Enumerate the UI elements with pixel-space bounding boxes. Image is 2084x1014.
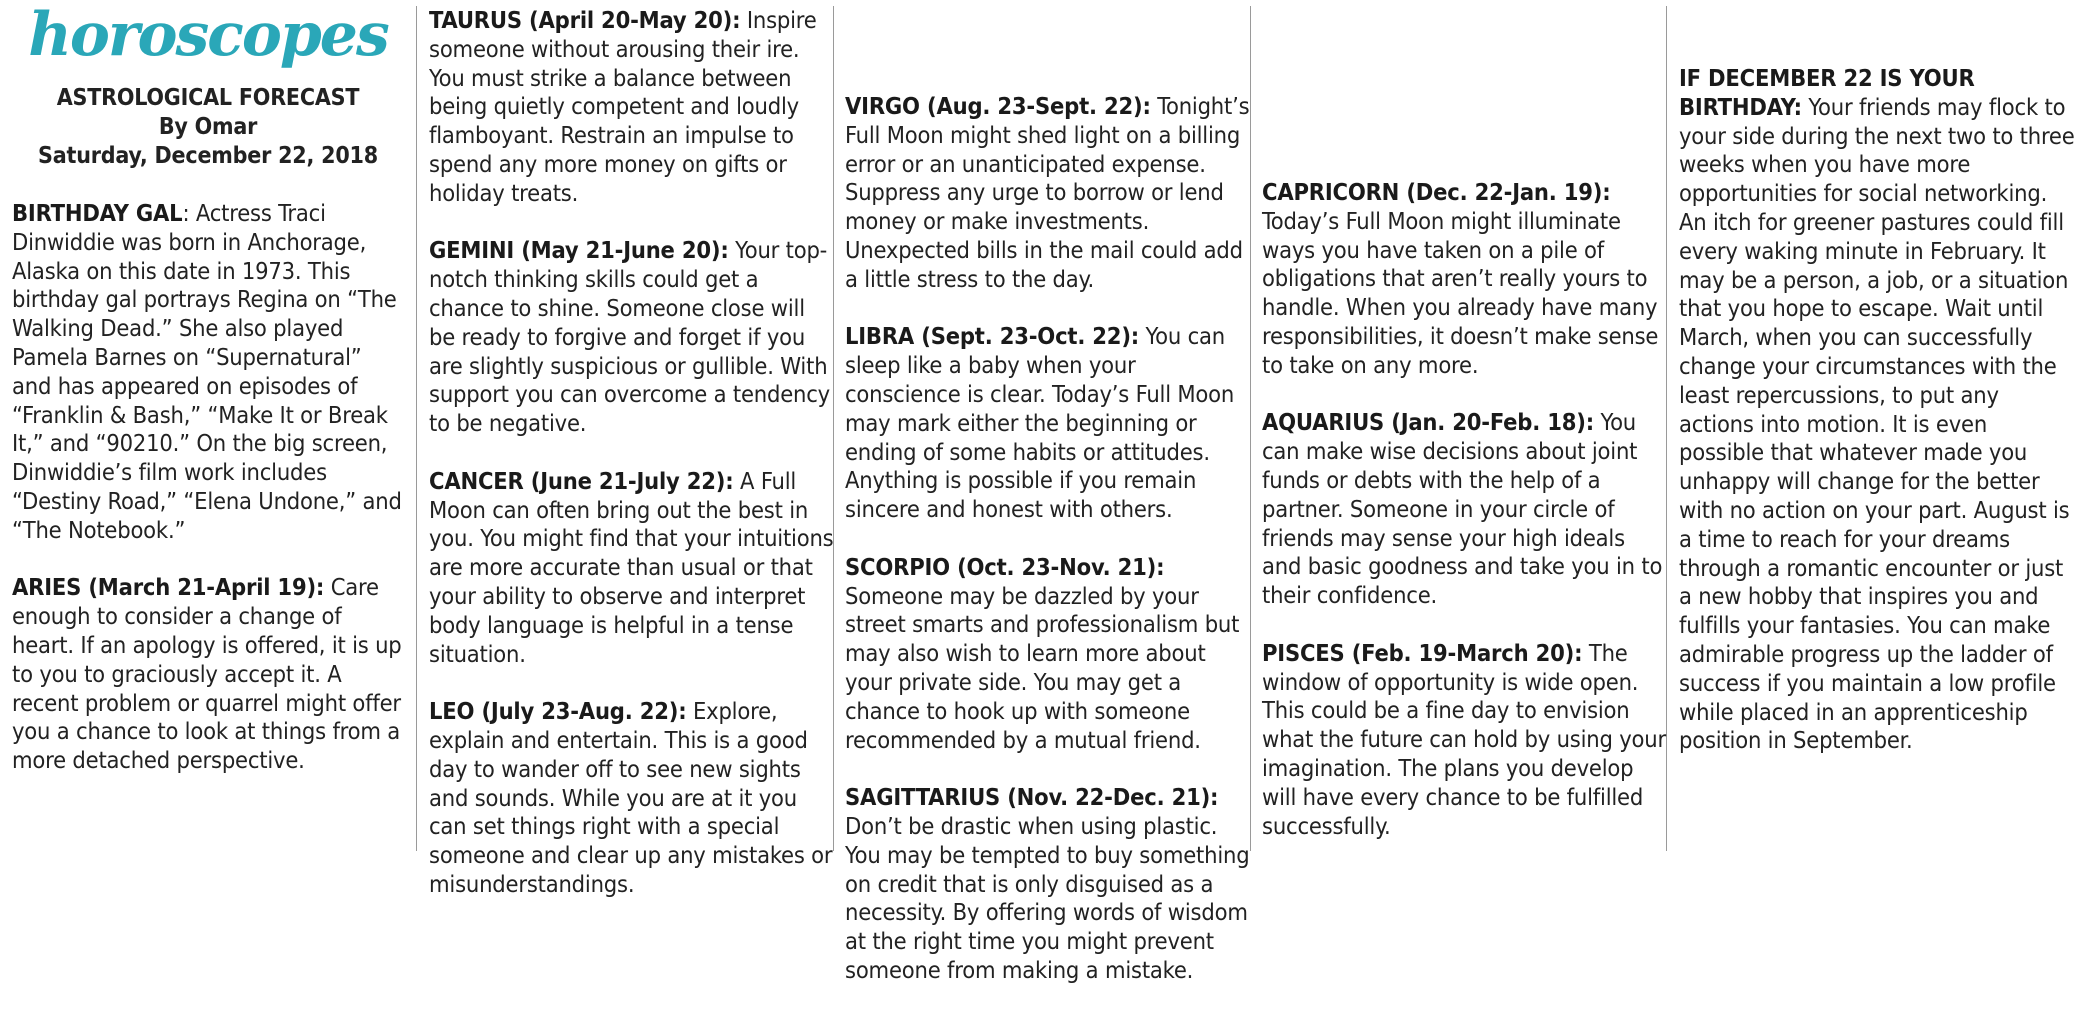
aries-entry — [12, 573, 404, 775]
entry-text: Explore, explain and entertain. This is a good day to wander off to see new sights and sounds. While you are at it you can set things right with a special someone and clear up any mistakes or misunderstandings. — [429, 697, 833, 898]
entry-label: SAGITTARIUS (Nov. 22-Dec. 21): — [845, 783, 1219, 812]
aquarius-entry — [1262, 408, 1670, 610]
entry-text: Someone may be dazzled by your street smarts and professionalism but may also wish to learn more about your private side. You may get a chance to hook up with someone recommended by a mutual friend. — [845, 581, 1240, 754]
birthday-gal-entry — [12, 199, 404, 545]
entry-label: CAPRICORN (Dec. 22-Jan. 19): — [1262, 178, 1611, 206]
libra-entry — [845, 322, 1253, 524]
entry-text: Your friends may flock to your side during the next two to three weeks when you have more opportunities for social networking. An itch for greener pastures could fill every waking minute in February. It may be a person, a job, or a situation that you hope to escape. Wait until March, when you can successfully change your circumstances with the least repercussions, to put any actions into motion. It is even possible that whatever made you unhappy will change for the better with no action on your part. August is a time to reach for your dreams through a romantic encounter or just a new hobby that inspires you and fulfills your fantasies. You can make admirable progress up the ladder of success if you maintain a low profile while placed in an apprenticeship position in September. — [1679, 92, 2075, 755]
entry-label: CANCER (June 21-July 22): — [429, 466, 734, 495]
entry-text: You can sleep like a baby when your conscience is clear. Today’s Full Moon may mark either the beginning or ending of some habits or attitudes. Anything is possible if you remain sincere and honest with others. — [845, 322, 1235, 524]
entry-text: The window of opportunity is wide open. This could be a fine day to envision what the future can hold by using your imagination. The plans you develop will have every chance to be fulfilled successfully. — [1262, 638, 1666, 840]
entry-label: SCORPIO (Oct. 23-Nov. 21): — [845, 552, 1165, 581]
gemini-entry — [429, 236, 837, 438]
horoscopes-logo: horoscopes — [28, 0, 388, 70]
column-rule — [416, 6, 417, 851]
entry-label: IF DECEMBER 22 IS YOUR BIRTHDAY: — [1679, 64, 1975, 121]
capricorn-entry — [1262, 178, 1670, 380]
masthead-date: Saturday, December 22, 2018 — [38, 143, 378, 169]
birthday-entry — [1679, 64, 2075, 755]
column-4 — [1262, 6, 1670, 869]
entry-label: PISCES (Feb. 19-March 20): — [1262, 638, 1583, 667]
entry-text: Inspire someone without arousing their ire. You must strike a balance between being quietly competent and loudly flamboyant. Restrain an impulse to spend any more money on gifts or holiday treats. — [429, 6, 817, 207]
entry-text: Today’s Full Moon might illuminate ways you have taken on a pile of obligations that aren’t really yours to handle. When you already have many responsibilities, it doesn’t make sense to take on any more. — [1262, 206, 1659, 379]
cancer-entry — [429, 467, 837, 669]
entry-label: TAURUS (April 20-May 20): — [429, 6, 741, 34]
sagittarius-entry — [845, 783, 1253, 985]
entry-text: Care enough to consider a change of heart. If an apology is offered, it is up to you to graciously accept it. A recent problem or quarrel might offer you a chance to look at things from a more detached perspective. — [12, 573, 402, 775]
entry-label: LEO (July 23-Aug. 22): — [429, 697, 687, 726]
entry-label: BIRTHDAY GAL — [12, 199, 183, 227]
column-1 — [12, 0, 404, 804]
entry-text: Don’t be drastic when using plastic. You may be tempted to buy something on credit that is only disguised as a necessity. By offering words of wisdom at the right time you might prevent someone from making a mistake. — [845, 811, 1250, 984]
entry-label: ARIES (March 21-April 19): — [12, 573, 325, 602]
entry-label: VIRGO (Aug. 23-Sept. 22): — [845, 92, 1151, 120]
column-2 — [429, 6, 837, 928]
entry-label: GEMINI (May 21-June 20): — [429, 236, 729, 265]
masthead-title: ASTROLOGICAL FORECAST — [56, 85, 360, 111]
pisces-entry — [1262, 639, 1670, 841]
entry-text: Tonight’s Full Moon might shed light on a billing error or an unanticipated expense. Suppress any urge to borrow or lend money or make investments. Unexpected bills in the mail could add a little stress to the day. — [845, 92, 1250, 293]
entry-text: : Actress Traci Dinwiddie was born in Anchorage, Alaska on this date in 1973. This birthday gal portrays Regina on “The Walking Dead.” She also played Pamela Barnes on “Supernatural” and has appeared on episodes of “Franklin & Bash,” “Make It or Break It,” and “90210.” On the big screen, Dinwiddie’s film work includes “Destiny Road,” “Elena Undone,” and “The Notebook.” — [12, 199, 402, 544]
masthead-author: By Omar — [158, 114, 258, 140]
column-5 — [1679, 6, 2075, 784]
entry-label: LIBRA (Sept. 23-Oct. 22): — [845, 322, 1140, 351]
entry-text: A Full Moon can often bring out the best in you. You might find that your intuitions are more accurate than usual or that your ability to observe and interpret body language is helpful in a tense situation. — [429, 466, 834, 668]
scorpio-entry — [845, 553, 1253, 755]
virgo-entry — [845, 92, 1253, 294]
entry-text: Your top-notch thinking skills could get a chance to shine. Someone close will be ready to forgive and forget if you are slightly suspicious or gullible. With support you can overcome a tendency to be negative. — [429, 236, 830, 438]
taurus-entry — [429, 6, 837, 208]
entry-text: You can make wise decisions about joint funds or debts with the help of a partner. Someone in your circle of friends may sense your high ideals and basic goodness and take you in to their confidence. — [1262, 408, 1663, 610]
masthead — [12, 84, 404, 171]
entry-label: AQUARIUS (Jan. 20-Feb. 18): — [1262, 408, 1594, 437]
leo-entry — [429, 697, 837, 899]
column-3 — [845, 6, 1253, 1014]
